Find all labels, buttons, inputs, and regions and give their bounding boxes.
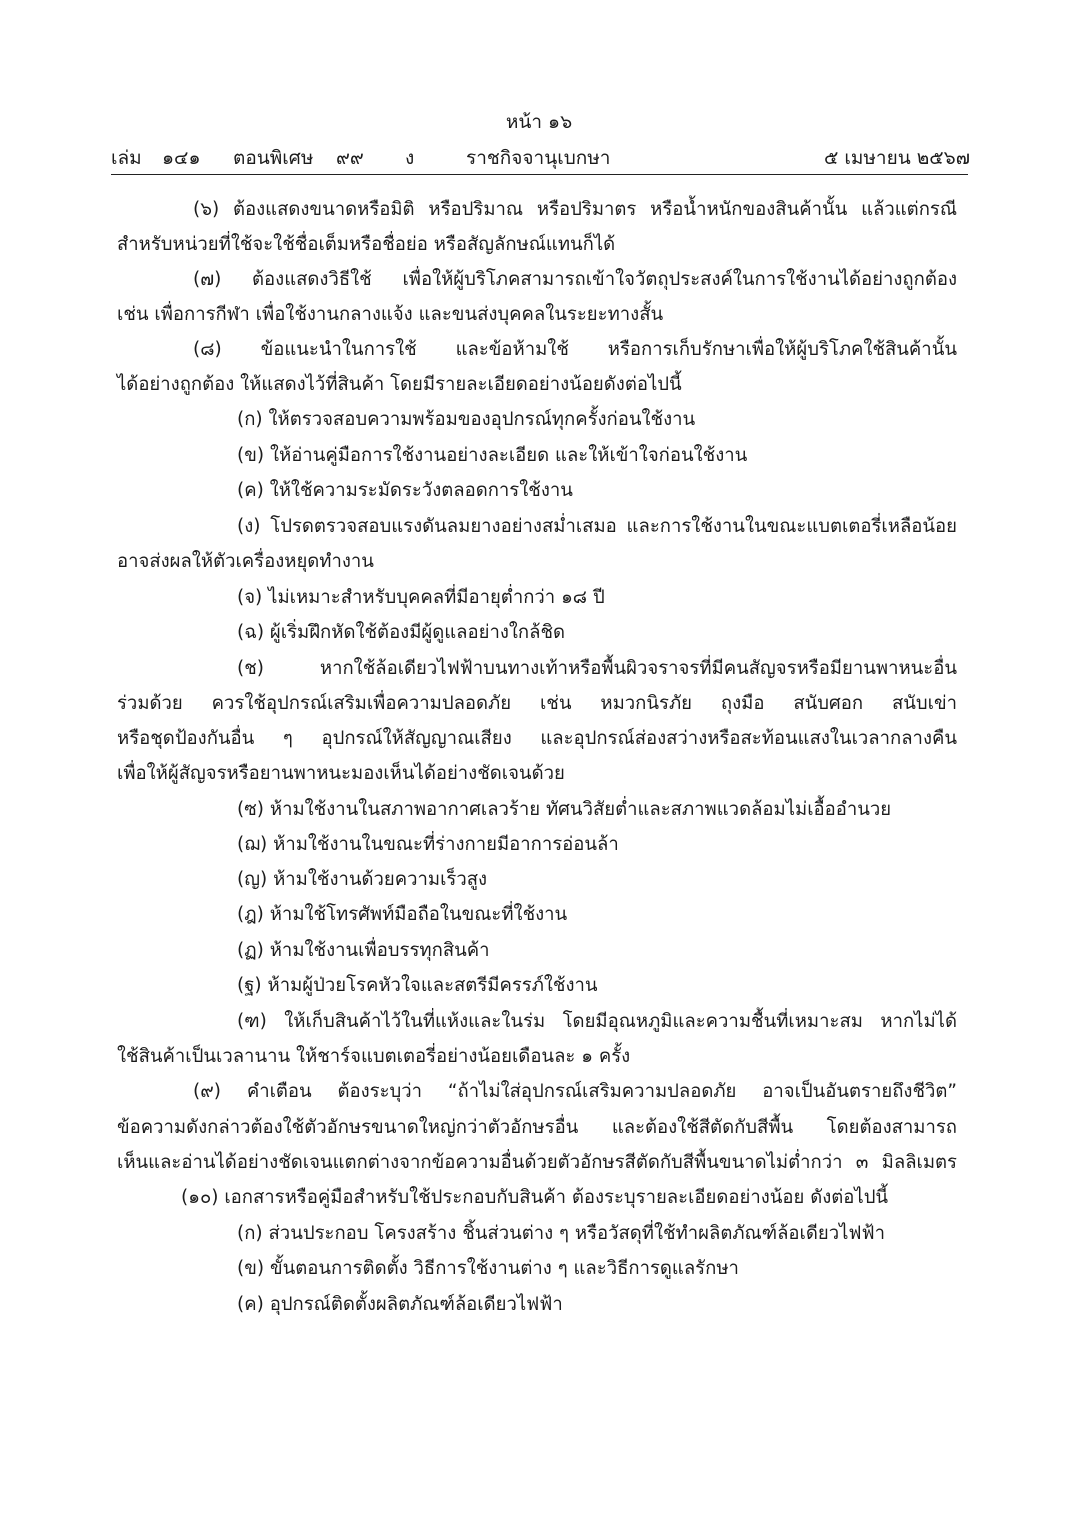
body-line: อาจส่งผลให้ตัวเครื่องหยุดทำงาน bbox=[117, 551, 374, 572]
body-line: (๙) คำเตือน ต้องระบุว่า “ถ้าไม่ใส่อุปกรณ์เสริมความปลอดภัย อาจเป็นอันตรายถึงชีวิต” bbox=[193, 1081, 957, 1102]
body-line: ได้อย่างถูกต้อง ให้แสดงไว้ที่สินค้า โดยมีรายละเอียดอย่างน้อยดังต่อไปนี้ bbox=[117, 374, 682, 395]
body-line: (๘) ข้อแนะนำในการใช้ และข้อห้ามใช้ หรือการเก็บรักษาเพื่อให้ผู้บริโภคใช้สินค้านั้น bbox=[193, 339, 957, 360]
body-line: (ฑ) ให้เก็บสินค้าไว้ในที่แห้งและในร่ม โดยมีอุณหภูมิและความชื้นที่เหมาะสม หากไม่ได้ bbox=[237, 1011, 957, 1032]
body-line: ข้อความดังกล่าวต้องใช้ตัวอักษรขนาดใหญ่กว่าตัวอักษรอื่น และต้องใช้สีตัดกับสีพื้น โดยต้องสามารถ bbox=[117, 1117, 957, 1138]
body-line: (ฌ) ห้ามใช้งานในขณะที่ร่างกายมีอาการอ่อนล้า bbox=[237, 834, 619, 855]
section-letter: ง bbox=[405, 147, 415, 169]
body-line: (ฎ) ห้ามใช้โทรศัพท์มือถือในขณะที่ใช้งาน bbox=[237, 904, 568, 925]
body-line: เพื่อให้ผู้สัญจรหรือยานพาหนะมองเห็นได้อย่างชัดเจนด้วย bbox=[117, 763, 565, 784]
gazette-name: ราชกิจจานุเบกษา bbox=[466, 147, 611, 169]
volume-label: เล่ม bbox=[111, 147, 142, 169]
body-line: (ก) ให้ตรวจสอบความพร้อมของอุปกรณ์ทุกครั้งก่อนใช้งาน bbox=[237, 409, 696, 430]
body-line: (ฏ) ห้ามใช้งานเพื่อบรรทุกสินค้า bbox=[237, 940, 490, 961]
body-line: (ฐ) ห้ามผู้ป่วยโรคหัวใจและสตรีมีครรภ์ใช้งาน bbox=[237, 975, 598, 996]
body-line: (ค) ให้ใช้ความระมัดระวังตลอดการใช้งาน bbox=[237, 480, 573, 501]
body-line: (ญ) ห้ามใช้งานด้วยความเร็วสูง bbox=[237, 869, 488, 890]
body-line: (ช) หากใช้ล้อเดียวไฟฟ้าบนทางเท้าหรือพื้นผิวจราจรที่มีคนสัญจรหรือมียานพาหนะอื่น bbox=[237, 658, 957, 679]
page-number: หน้า ๑๖ bbox=[505, 111, 573, 133]
body-line: (๗) ต้องแสดงวิธีใช้ เพื่อให้ผู้บริโภคสามารถเข้าใจวัตถุประสงค์ในการใช้งานได้อย่างถูกต้อง bbox=[193, 269, 957, 290]
body-line: สำหรับหน่วยที่ใช้จะใช้ชื่อเต็มหรือชื่อย่อ หรือสัญลักษณ์แทนก็ได้ bbox=[117, 234, 616, 255]
section-label: ตอนพิเศษ bbox=[233, 147, 314, 169]
body-line: (๖) ต้องแสดงขนาดหรือมิติ หรือปริมาณ หรือปริมาตร หรือน้ำหนักของสินค้านั้น แล้วแต่กรณี bbox=[193, 199, 957, 220]
body-line: ร่วมด้วย ควรใช้อุปกรณ์เสริมเพื่อความปลอดภัย เช่น หมวกนิรภัย ถุงมือ สนับศอก สนับเข่า bbox=[117, 693, 957, 714]
body-line: (ค) อุปกรณ์ติดตั้งผลิตภัณฑ์ล้อเดียวไฟฟ้า bbox=[237, 1294, 563, 1315]
body-line: (๑๐) เอกสารหรือคู่มือสำหรับใช้ประกอบกับสินค้า ต้องระบุรายละเอียดอย่างน้อย ดังต่อไปนี้ bbox=[181, 1187, 889, 1208]
section-number: ๙๙ bbox=[336, 147, 364, 169]
body-line: หรือชุดป้องกันอื่น ๆ อุปกรณ์ให้สัญญาณเสียง และอุปกรณ์ส่องสว่างหรือสะท้อนแสงในเวลากลางคืน bbox=[117, 728, 957, 749]
body-line: (ข) ให้อ่านคู่มือการใช้งานอย่างละเอียด และให้เข้าใจก่อนใช้งาน bbox=[237, 445, 748, 466]
body-line: เช่น เพื่อการกีฬา เพื่อใช้งานกลางแจ้ง และขนส่งบุคคลในระยะทางสั้น bbox=[117, 304, 664, 325]
body-line: (ฉ) ผู้เริ่มฝึกหัดใช้ต้องมีผู้ดูแลอย่างใกล้ชิด bbox=[237, 622, 566, 643]
header-divider bbox=[111, 174, 968, 175]
body-line: ใช้สินค้าเป็นเวลานาน ให้ชาร์จแบตเตอรี่อย่างน้อยเดือนละ ๑ ครั้ง bbox=[117, 1046, 631, 1067]
body-line: (ซ) ห้ามใช้งานในสภาพอากาศเลวร้าย ทัศนวิสัยต่ำและสภาพแวดล้อมไม่เอื้ออำนวย bbox=[237, 799, 892, 820]
body-line: (จ) ไม่เหมาะสำหรับบุคคลที่มีอายุต่ำกว่า ๑๘ ปี bbox=[237, 587, 605, 608]
volume-number: ๑๔๑ bbox=[162, 147, 201, 169]
body-line: (ก) ส่วนประกอบ โครงสร้าง ชิ้นส่วนต่าง ๆ หรือวัสดุที่ใช้ทำผลิตภัณฑ์ล้อเดียวไฟฟ้า bbox=[237, 1223, 885, 1244]
body-line: เห็นและอ่านได้อย่างชัดเจนแตกต่างจากข้อความอื่นด้วยตัวอักษรสีตัดกับสีพื้นขนาดไม่ต่ำกว่า ๓ มิลลิเมตร bbox=[117, 1152, 957, 1173]
body-line: (ข) ขั้นตอนการติดตั้ง วิธีการใช้งานต่าง ๆ และวิธีการดูแลรักษา bbox=[237, 1258, 739, 1279]
publication-date: ๕ เมษายน ๒๕๖๗ bbox=[823, 147, 970, 169]
body-line: (ง) โปรดตรวจสอบแรงดันลมยางอย่างสม่ำเสมอ และการใช้งานในขณะแบตเตอรี่เหลือน้อย bbox=[237, 516, 957, 537]
